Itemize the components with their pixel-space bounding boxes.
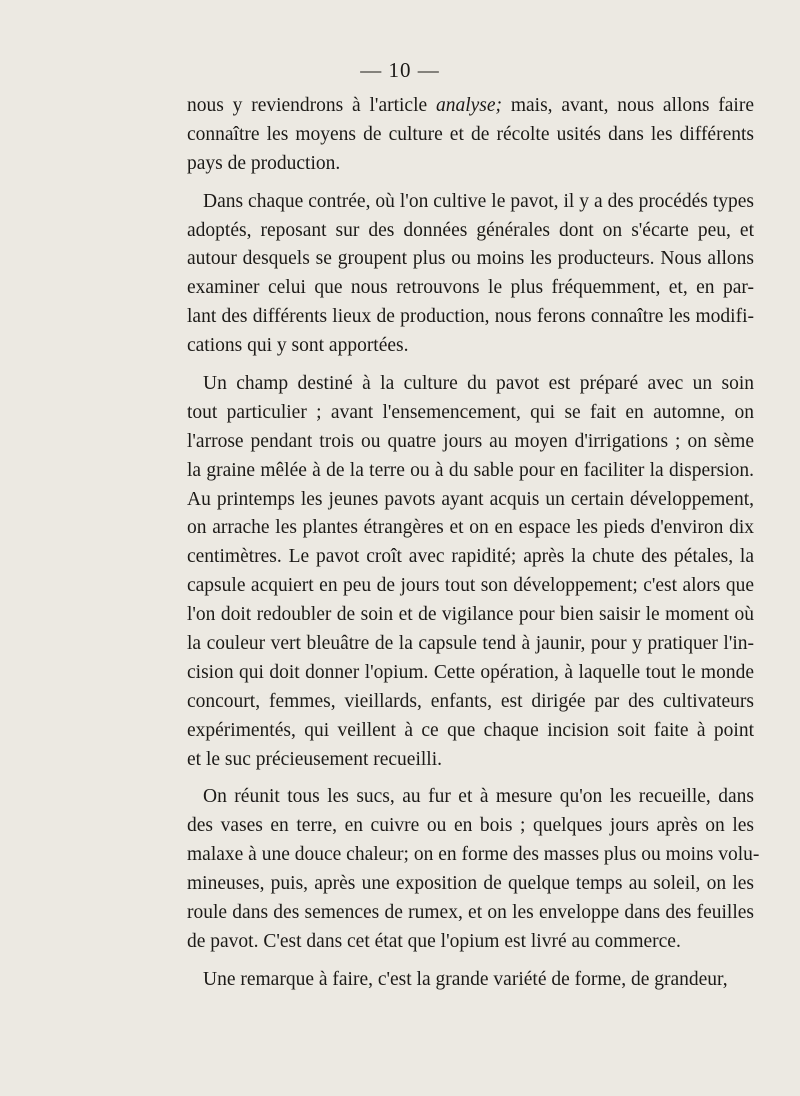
- text-line: [187, 428, 754, 457]
- text-run: examiner celui que nous retrouvons le plus fréquemment, et, en par-: [187, 277, 754, 299]
- text-run: mais, avant, nous allons faire: [502, 95, 754, 116]
- paragraph-gap: [187, 774, 754, 783]
- text-line: [187, 457, 754, 486]
- text-run: la couleur vert bleuâtre de la capsule tend à jaunir, pour y pratiquer l'in-: [187, 633, 754, 655]
- text-run: connaître les moyens de culture et de récolte usités dans les différents: [187, 123, 754, 145]
- text-line: [187, 966, 754, 995]
- text-line: [187, 841, 760, 870]
- text-line: [187, 245, 754, 274]
- text-line: [187, 659, 754, 688]
- body-text: [187, 92, 760, 995]
- text-run: Au printemps les jeunes pavots ayant acquis un certain développement,: [187, 488, 754, 510]
- paragraph-gap: [187, 957, 754, 966]
- text-run: la graine mêlée à de la terre ou à du sable pour en faciliter la dispersion.: [187, 459, 754, 481]
- text-run: Un champ destiné à la culture du pavot est préparé avec un soin: [203, 373, 754, 395]
- text-run: centimètres. Le pavot croît avec rapidité; après la chute des pétales, la: [187, 546, 754, 568]
- paragraph-gap: [187, 179, 754, 188]
- text-line: [187, 121, 754, 150]
- text-run: nous y reviendrons à l'article: [187, 95, 436, 116]
- text-run: roule dans des semences de rumex, et on les enveloppe dans des feuilles: [187, 902, 754, 924]
- text-run: concourt, femmes, vieillards, enfants, est dirigée par des cultivateurs: [187, 690, 754, 712]
- text-run: cision qui doit donner l'opium. Cette opération, à laquelle tout le monde: [187, 661, 754, 683]
- text-run: adoptés, reposant sur des données générales dont on s'écarte peu, et: [187, 219, 754, 241]
- text-line: [187, 783, 754, 812]
- paragraph: [187, 783, 760, 956]
- text-line: [187, 812, 754, 841]
- text-run: l'arrose pendant trois ou quatre jours au moyen d'irrigations ; on sème: [187, 430, 754, 452]
- text-line: [187, 150, 754, 179]
- paragraph: [187, 188, 754, 361]
- text-run: on arrache les plantes étrangères et on en espace les pieds d'environ dix: [187, 517, 754, 539]
- text-line: [187, 870, 754, 899]
- text-run: et le suc précieusement recueilli.: [187, 748, 443, 770]
- text-line: [187, 274, 754, 303]
- paragraph: [187, 370, 754, 774]
- text-line: [187, 370, 754, 399]
- page-number: — 10 —: [360, 58, 440, 82]
- text-line: [187, 601, 754, 630]
- text-run: lant des différents lieux de production, nous ferons connaître les modifi-: [187, 306, 754, 328]
- text-run: de pavot. C'est dans cet état que l'opium est livré au commerce.: [187, 930, 681, 952]
- text-line: [187, 303, 754, 332]
- paragraph: [187, 92, 754, 179]
- text-run: Une remarque à faire, c'est la grande variété de forme, de grandeur,: [203, 968, 728, 990]
- text-run: mineuses, puis, après une exposition de quelque temps au soleil, on les: [187, 873, 754, 895]
- text-line: [187, 572, 754, 601]
- text-line: [187, 928, 754, 957]
- text-run: expérimentés, qui veillent à ce que chaque incision soit faite à point: [187, 719, 754, 741]
- text-run: pays de production.: [187, 152, 341, 174]
- text-run: Dans chaque contrée, où l'on cultive le pavot, il y a des procédés types: [203, 190, 754, 212]
- text-line: [187, 217, 754, 246]
- text-run: On réunit tous les sucs, au fur et à mesure qu'on les recueille, dans: [203, 786, 754, 808]
- text-run: capsule acquiert en peu de jours tout son développement; c'est alors que: [187, 575, 754, 597]
- text-line: [187, 332, 754, 361]
- text-line: [187, 688, 754, 717]
- text-line: [187, 746, 754, 775]
- text-line: [187, 92, 754, 121]
- text-run: malaxe à une douce chaleur; on en forme des masses plus ou moins volu-: [187, 844, 760, 866]
- text-line: [187, 899, 754, 928]
- text-run: l'on doit redoubler de soin et de vigilance pour bien saisir le moment où: [187, 604, 754, 626]
- text-line: [187, 399, 754, 428]
- italic-term: analyse;: [435, 95, 503, 116]
- text-line: [187, 514, 754, 543]
- text-line: [187, 543, 754, 572]
- text-run: tout particulier ; avant l'ensemencement, qui se fait en automne, on: [187, 401, 754, 423]
- paragraph-gap: [187, 361, 754, 370]
- paragraph: [187, 966, 754, 995]
- text-line: [187, 630, 754, 659]
- text-line: [187, 188, 754, 217]
- text-line: [187, 486, 754, 515]
- text-line: [187, 717, 754, 746]
- text-run: autour desquels se groupent plus ou moins les producteurs. Nous allons: [187, 248, 754, 270]
- text-run: des vases en terre, en cuivre ou en bois ; quelques jours après on les: [187, 815, 754, 837]
- text-run: cations qui y sont apportées.: [187, 335, 409, 357]
